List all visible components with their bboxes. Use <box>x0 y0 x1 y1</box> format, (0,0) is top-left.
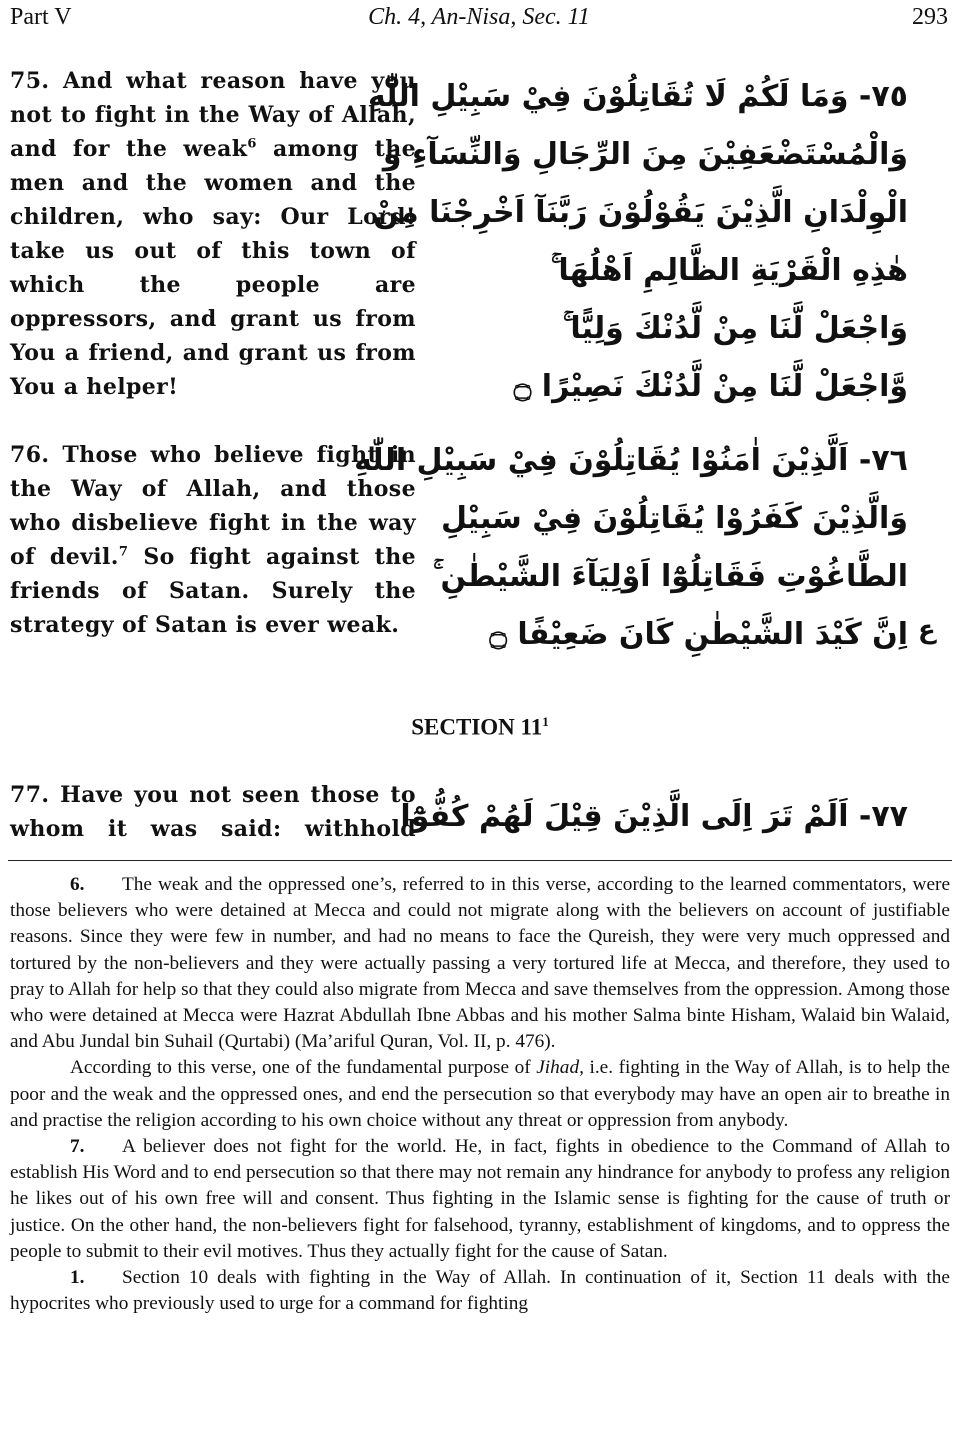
footnote-number: 6. <box>70 874 85 895</box>
footnote-7 <box>10 1134 950 1265</box>
arabic-line: وَالَّذِيْنَ كَفَرُوْا يُقَاتِلُوْنَ فِيْ سَبِيْلِ <box>440 501 908 536</box>
footnote-6 <box>10 872 950 1055</box>
footnote-divider <box>8 860 952 861</box>
footnote-number: 7. <box>70 1136 85 1158</box>
arabic-line: ٧٥- وَمَا لَكُمْ لَا تُقَاتِلُوْنَ فِيْ سَبِيْلِ اللّٰهِ <box>367 79 908 114</box>
section-title: SECTION 11 <box>411 714 543 740</box>
verse-number: 77. <box>10 782 50 808</box>
footnote-ref: 1 <box>542 714 549 729</box>
verse-text: And what reason have you not to fight in the Way of Allah, and for the weak <box>10 68 416 162</box>
footnote-ref: 7 <box>118 544 129 560</box>
arabic-line: الطَّاغُوْتِ فَقَاتِلُوْٓا اَوْلِيَآءَ الشَّيْطٰنِ ۚ <box>432 559 908 594</box>
verse-75-translation <box>10 64 416 404</box>
running-header <box>10 4 948 36</box>
arabic-line: ٧٧- اَلَمْ تَرَ اِلَى الَّذِيْنَ قِيْلَ لَهُمْ كُفُّوْٓا <box>400 799 908 834</box>
footnotes <box>10 872 950 1317</box>
footnote-text: The weak and the oppressed one’s, referred to in this verse, according to the learned commentators, were those believers who were detained at Mecca and could not migrate along with the believers on account of justifiable reasons. Since they were few in number, and had no means to face the Qureish, they were very much oppressed and tortured by the non-believers and they were actually passing a very tortured life at Mecca, and therefore, they used to pray to Allah for help so that they could also migrate from Mecca and save themselves from the oppression. Among those who were detained at Mecca were Hazrat Abdullah Ibne Abbas and his mother Salma binte Hisham, Walaid bin Walaid, and Abu Jundal bin Suhail (Qurtabi) (Ma’ariful Quran, Vol. II, p. 476). <box>10 874 950 1053</box>
arabic-line: ٧٦- اَلَّذِيْنَ اٰمَنُوْا يُقَاتِلُوْنَ فِيْ سَبِيْلِ اللّٰهِ <box>354 443 908 478</box>
arabic-line: وَاجْعَلْ لَّنَا مِنْ لَّدُنْكَ وَلِيًّا ۚ <box>562 311 908 346</box>
verse-77-arabic <box>400 788 908 846</box>
arabic-line: وَالْمُسْتَضْعَفِيْنَ مِنَ الرِّجَالِ وَالنِّسَآءِ وَ <box>382 137 908 172</box>
footnote-1 <box>10 1265 950 1317</box>
footnote-italic-term: Jihad, <box>536 1057 584 1079</box>
footnote-6-continued <box>10 1055 950 1134</box>
verse-text: Those who believe fight in the Way of Allah, and those who disbelieve fight in the way of devil. <box>10 442 417 570</box>
footnote-text: According to this verse, one of the fundamental purpose of <box>70 1057 537 1079</box>
verse-text: So fight against the friends of Satan. Surely the strategy of Satan is ever weak. <box>10 544 416 638</box>
verse-75-arabic <box>367 68 908 416</box>
arabic-line: هٰذِهِ الْقَرْيَةِ الظَّالِمِ اَهْلُهَا ۚ <box>550 253 908 288</box>
verse-76-arabic <box>354 432 908 664</box>
footnote-number: 1. <box>70 1267 85 1289</box>
footnote-text: i.e. fighting in the Way of Allah, is to help the poor and the weak and the oppressed ones, and end the persecution so that everybody may have an open air to breathe in and practise the religion according to his own choice without any threat or oppression from anybody. <box>10 1057 950 1131</box>
footnote-text: Section 10 deals with fighting in the Way of Allah. In continuation of it, Section 11 deals with the hypocrites who previously used to urge for a command for fighting <box>10 1267 950 1315</box>
verse-text: among the men and the women and the children, who say: Our Lord! take us out of this town of which the people are oppressors, and grant us from You a friend, and grant us from You a helper! <box>10 136 416 400</box>
page-number: 293 <box>912 4 948 30</box>
part-label: Part V <box>10 4 72 30</box>
ruku-mark: ع <box>918 615 936 645</box>
footnote-text: A believer does not fight for the world. He, in fact, fights in obedience to the Command of Allah to establish His Word and to end persecution so that there may not remain any hindrance for anybody to profess any religion he likes out of his own free will and consent. Thus fighting in the Islamic sense is fighting for the cause of truth or justice. On the other hand, the non-believers fight for falsehood, tyranny, establishment of kingdoms, and to oppress the people to submit to their evil motives. Thus they actually fight for the cause of Satan. <box>10 1136 950 1262</box>
verse-text: Have you not seen those to whom it was said: withhold <box>10 782 417 842</box>
arabic-line: الْوِلْدَانِ الَّذِيْنَ يَقُوْلُوْنَ رَبَّنَآ اَخْرِجْنَا مِنْ <box>373 195 908 230</box>
verse-number: 75. <box>10 68 50 94</box>
verse-number: 76. <box>10 442 50 468</box>
arabic-line: اِنَّ كَيْدَ الشَّيْطٰنِ كَانَ ضَعِيْفًا ۝ <box>489 617 908 652</box>
section-heading <box>0 714 960 741</box>
arabic-line: وَّاجْعَلْ لَّنَا مِنْ لَّدُنْكَ نَصِيْرًا ۝ <box>513 369 908 404</box>
footnote-ref: 6 <box>247 136 257 152</box>
verse-77-translation <box>10 778 416 846</box>
chapter-reference: Ch. 4, An-Nisa, Sec. 11 <box>368 4 590 30</box>
